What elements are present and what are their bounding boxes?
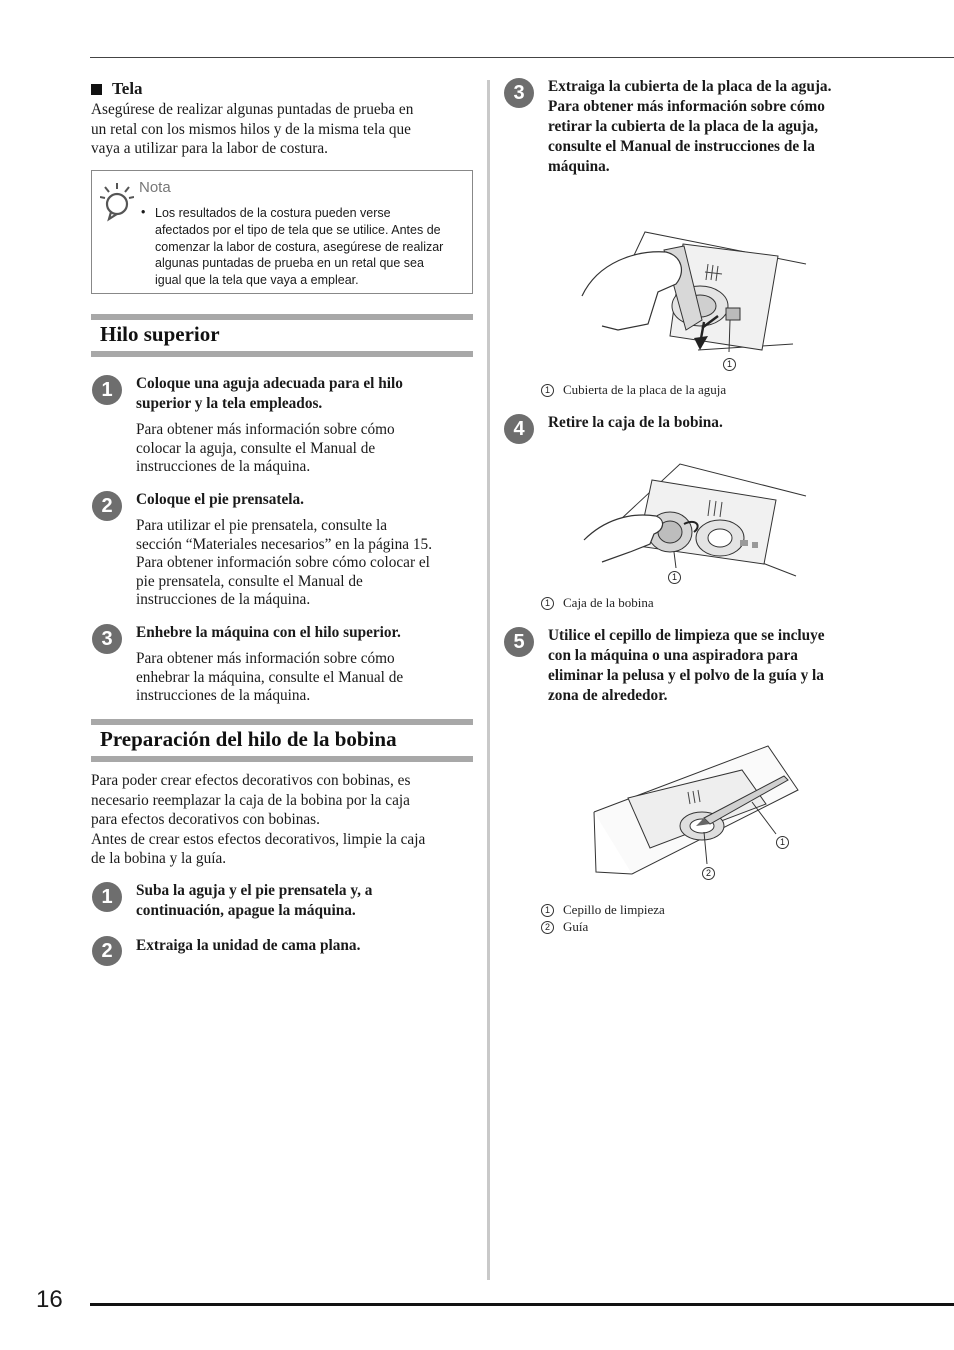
note-bullet: • <box>141 205 146 219</box>
note-line: comenzar la labor de costura, asegúrese de realizar <box>155 239 444 254</box>
step-line: retirar la cubierta de la placa de la aguja, <box>548 118 819 135</box>
step-instruction <box>136 936 360 956</box>
step-line: eliminar la pelusa y el polvo de la guía y la <box>548 667 824 684</box>
caption-number: 1 <box>541 597 554 610</box>
step-line: superior y la tela empleados. <box>136 395 323 412</box>
lightbulb-icon <box>100 181 134 223</box>
step-badge: 3 <box>92 624 122 654</box>
bottom-rule <box>90 1303 954 1306</box>
intro-line: de la bobina y la guía. <box>91 850 227 867</box>
intro-line: Para poder crear efectos decorativos con bobinas, es <box>91 772 411 789</box>
body-line: Para utilizar el pie prensatela, consulte la <box>136 517 388 534</box>
step-body <box>136 517 432 610</box>
callout-number: 2 <box>702 867 715 880</box>
step-line: Retire la caja de la bobina. <box>548 414 723 431</box>
step-badge: 1 <box>92 882 122 912</box>
step-line: Extraiga la cubierta de la placa de la aguja. <box>548 78 832 95</box>
section-bar-bottom <box>91 351 473 357</box>
note-text <box>155 205 471 289</box>
step-instruction <box>136 374 403 414</box>
step-instruction <box>136 623 401 643</box>
fig4-caption <box>541 595 654 611</box>
step-line: consulte el Manual de instrucciones de la <box>548 138 815 155</box>
body-line: instrucciones de la máquina. <box>136 591 311 608</box>
intro-line: para efectos decorativos con bobinas. <box>91 811 320 828</box>
caption-number: 2 <box>541 921 554 934</box>
fig5-callout-2 <box>702 864 724 882</box>
bobina-intro <box>91 771 425 869</box>
cleaning-brush-illustration <box>592 740 800 882</box>
bobbin-case-illustration <box>580 460 808 582</box>
step-badge: 3 <box>504 78 534 108</box>
fig3-caption <box>541 382 726 398</box>
step-badge: 2 <box>92 936 122 966</box>
note-title: Nota <box>139 179 171 196</box>
step-line: Coloque una aguja adecuada para el hilo <box>136 375 403 392</box>
caption-number: 1 <box>541 384 554 397</box>
step-badge: 4 <box>504 414 534 444</box>
top-rule <box>90 57 954 58</box>
callout-number: 1 <box>668 571 681 584</box>
step-instruction <box>136 490 304 510</box>
step-line: Utilice el cepillo de limpieza que se incluye <box>548 627 825 644</box>
section-bar-top <box>91 719 473 725</box>
note-line: Los resultados de la costura pueden verse <box>155 206 391 220</box>
body-line: Para obtener información sobre cómo colocar el <box>136 554 430 571</box>
fig5-callout-1 <box>776 833 798 851</box>
step-badge: 5 <box>504 627 534 657</box>
step-body <box>136 650 403 706</box>
step-instruction <box>548 626 825 706</box>
note-line: algunas puntadas de prueba en un retal que sea <box>155 256 424 271</box>
step-line: máquina. <box>548 158 610 175</box>
section-hilo-superior <box>91 314 473 357</box>
needle-plate-cover-illustration <box>578 228 808 376</box>
callout-number: 1 <box>776 836 789 849</box>
step-line: con la máquina o una aspiradora para <box>548 647 798 664</box>
fig4-callout <box>668 568 690 586</box>
section-bar-top <box>91 314 473 320</box>
caption-text: Guía <box>563 919 589 934</box>
step-badge: 1 <box>92 375 122 405</box>
intro-line: Antes de crear estos efectos decorativos, limpie la caja <box>91 830 426 848</box>
body-line: sección “Materiales necesarios” en la página 15. <box>136 535 433 553</box>
column-divider <box>487 80 490 1280</box>
fig5-caption-2 <box>541 919 588 935</box>
step-line: continuación, apague la máquina. <box>136 902 356 919</box>
step-badge: 2 <box>92 491 122 521</box>
tela-line-3: vaya a utilizar para la labor de costura. <box>91 140 328 157</box>
body-line: Para obtener más información sobre cómo <box>136 650 395 667</box>
square-bullet-icon <box>91 84 102 95</box>
intro-line: necesario reemplazar la caja de la bobina por la caja <box>91 791 410 809</box>
page-number: 16 <box>36 1286 63 1313</box>
fig3-callout <box>723 355 745 373</box>
section-title: Preparación del hilo de la bobina <box>100 727 397 751</box>
body-line: Para obtener más información sobre cómo <box>136 421 395 438</box>
step-line: Enhebre la máquina con el hilo superior. <box>136 624 401 641</box>
section-title: Hilo superior <box>100 322 220 346</box>
fig5-caption-1 <box>541 902 665 918</box>
step-instruction <box>548 413 723 433</box>
step-line: Suba la aguja y el pie prensatela y, a <box>136 882 373 899</box>
tela-line-1: Asegúrese de realizar algunas puntadas de prueba en <box>91 101 414 118</box>
callout-number: 1 <box>723 358 736 371</box>
step-instruction <box>136 881 372 921</box>
section-preparacion-bobina <box>91 719 473 762</box>
caption-text: Cepillo de limpieza <box>563 902 665 917</box>
body-line: instrucciones de la máquina. <box>136 687 311 704</box>
step-line: Coloque el pie prensatela. <box>136 491 304 508</box>
section-bar-bottom <box>91 756 473 762</box>
body-line: instrucciones de la máquina. <box>136 458 311 475</box>
tela-heading <box>91 79 143 99</box>
step-body <box>136 421 395 477</box>
step-line: Para obtener más información sobre cómo <box>548 98 825 115</box>
step-instruction <box>548 77 831 177</box>
body-line: pie prensatela, consulte el Manual de <box>136 572 363 590</box>
step-line: Extraiga la unidad de cama plana. <box>136 937 361 954</box>
note-line: afectados por el tipo de tela que se utilice. Antes de <box>155 222 441 237</box>
note-line: igual que la tela que vaya a emplear. <box>155 273 359 288</box>
step-line: zona de alrededor. <box>548 687 668 704</box>
body-line: colocar la aguja, consulte el Manual de <box>136 439 376 457</box>
caption-number: 1 <box>541 904 554 917</box>
caption-text: Caja de la bobina <box>563 595 654 610</box>
caption-text: Cubierta de la placa de la aguja <box>563 382 727 397</box>
tela-line-2: un retal con los mismos hilos y de la misma tela que <box>91 121 411 138</box>
tela-heading-text: Tela <box>112 79 143 98</box>
body-line: enhebrar la máquina, consulte el Manual de <box>136 668 404 686</box>
